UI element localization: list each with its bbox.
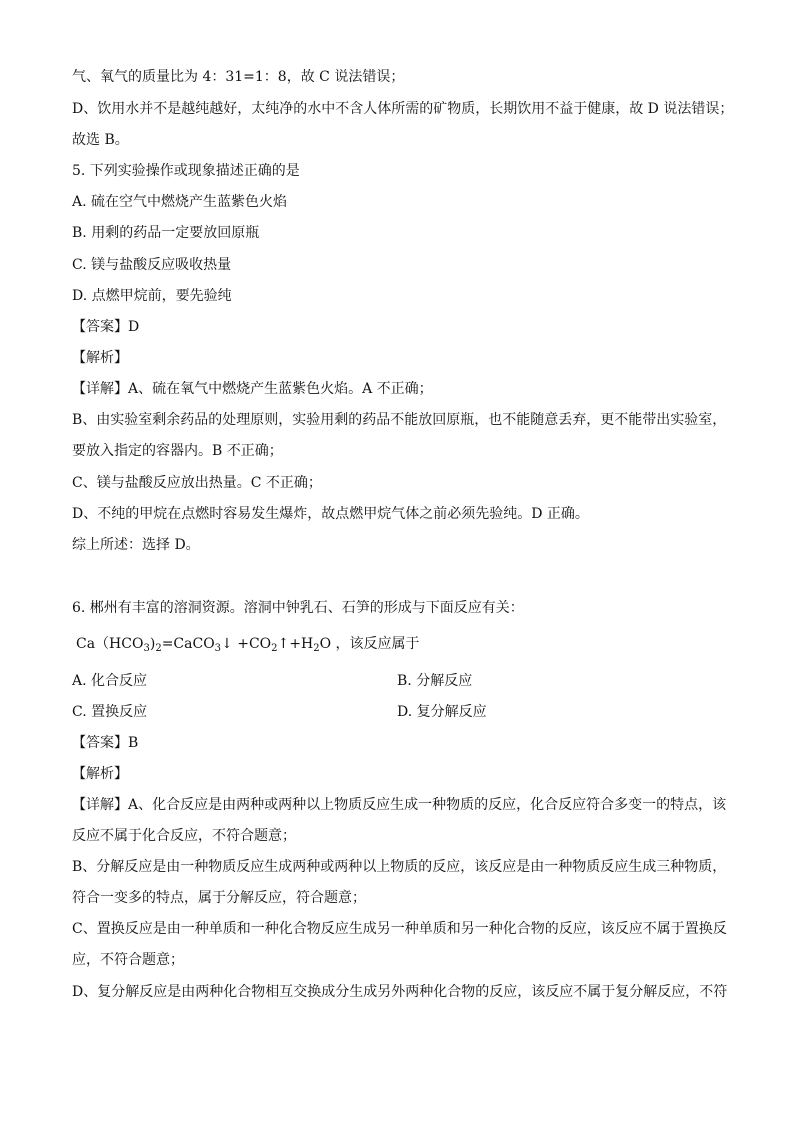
q6-detail-6: 应，不符合题意； [72, 952, 184, 968]
q5-stem: 5. 下列实验操作或现象描述正确的是 [72, 163, 300, 179]
prev-line-1: 气、氧气的质量比为 4：31=1：8，故 C 说法错误； [72, 69, 405, 85]
q5-detail-3: 要放入指定的容器内。B 不正确； [72, 443, 283, 459]
q5-summary: 综上所述：选择 D。 [72, 537, 200, 553]
q6-detail-7: D、复分解反应是由两种化合物相互交换成分生成另外两种化合物的反应，该反应不属于复分解反应，不符 [72, 984, 728, 1000]
q5-option-d: D. 点燃甲烷前，要先验纯 [72, 288, 232, 304]
q5-option-c: C. 镁与盐酸反应吸收热量 [72, 257, 232, 273]
q5-detail-5: D、不纯的甲烷在点燃时容易发生爆炸，故点燃甲烷气体之前必须先验纯。D 正确。 [72, 506, 589, 522]
q5-analysis-heading: 【解析】 [72, 350, 128, 366]
q6-option-a: A. 化合反应 [72, 673, 148, 689]
q5-detail-1: 【详解】A、硫在氧气中燃烧产生蓝紫色火焰。A 不正确； [72, 381, 433, 397]
q6-analysis-heading: 【解析】 [72, 766, 128, 782]
q5-detail-4: C、镁与盐酸反应放出热量。C 不正确； [72, 475, 322, 491]
q6-detail-3: B、分解反应是由一种物质反应生成两种或两种以上物质的反应，该反应是由一种物质反应生成三种物质， [72, 859, 727, 875]
q6-answer: 【答案】B [72, 735, 139, 751]
q5-answer: 【答案】D [72, 319, 140, 335]
q5-option-a: A. 硫在空气中燃烧产生蓝紫色火焰 [72, 194, 288, 210]
prev-line-3: 故选 B。 [72, 132, 129, 148]
q5-option-b: B. 用剩的药品一定要放回原瓶 [72, 225, 260, 241]
q6-equation: $Ca(HCO_3)_2=CaCO_3↓$ $+CO_2↑+H_2O$ ，该反应属于 [76, 636, 420, 654]
prev-line-2: D、饮用水并不是越纯越好，太纯净的水中不含人体所需的矿物质，长期饮用不益于健康，故 D 说法错误； [72, 101, 734, 117]
q6-detail-1: 【详解】A、化合反应是由两种或两种以上物质反应生成一种物质的反应，化合反应符合多变一的特点，该 [72, 797, 727, 813]
q6-option-c: C. 置换反应 [72, 704, 148, 720]
q6-detail-4: 符合一变多的特点，属于分解反应，符合题意； [72, 890, 366, 906]
q6-stem: 6. 郴州有丰富的溶洞资源。溶洞中钟乳石、石笋的形成与下面反应有关： [72, 600, 524, 616]
q6-option-b: B. 分解反应 [397, 673, 473, 689]
q6-option-d: D. 复分解反应 [397, 704, 487, 720]
q6-detail-2: 反应不属于化合反应，不符合题意； [72, 828, 296, 844]
q6-detail-5: C、置换反应是由一种单质和一种化合物反应生成另一种单质和另一种化合物的反应，该反应不属于置换反 [72, 921, 727, 937]
q5-detail-2: B、由实验室剩余药品的处理原则，实验用剩的药品不能放回原瓶，也不能随意丢弃，更不能带出实验室， [72, 412, 727, 428]
